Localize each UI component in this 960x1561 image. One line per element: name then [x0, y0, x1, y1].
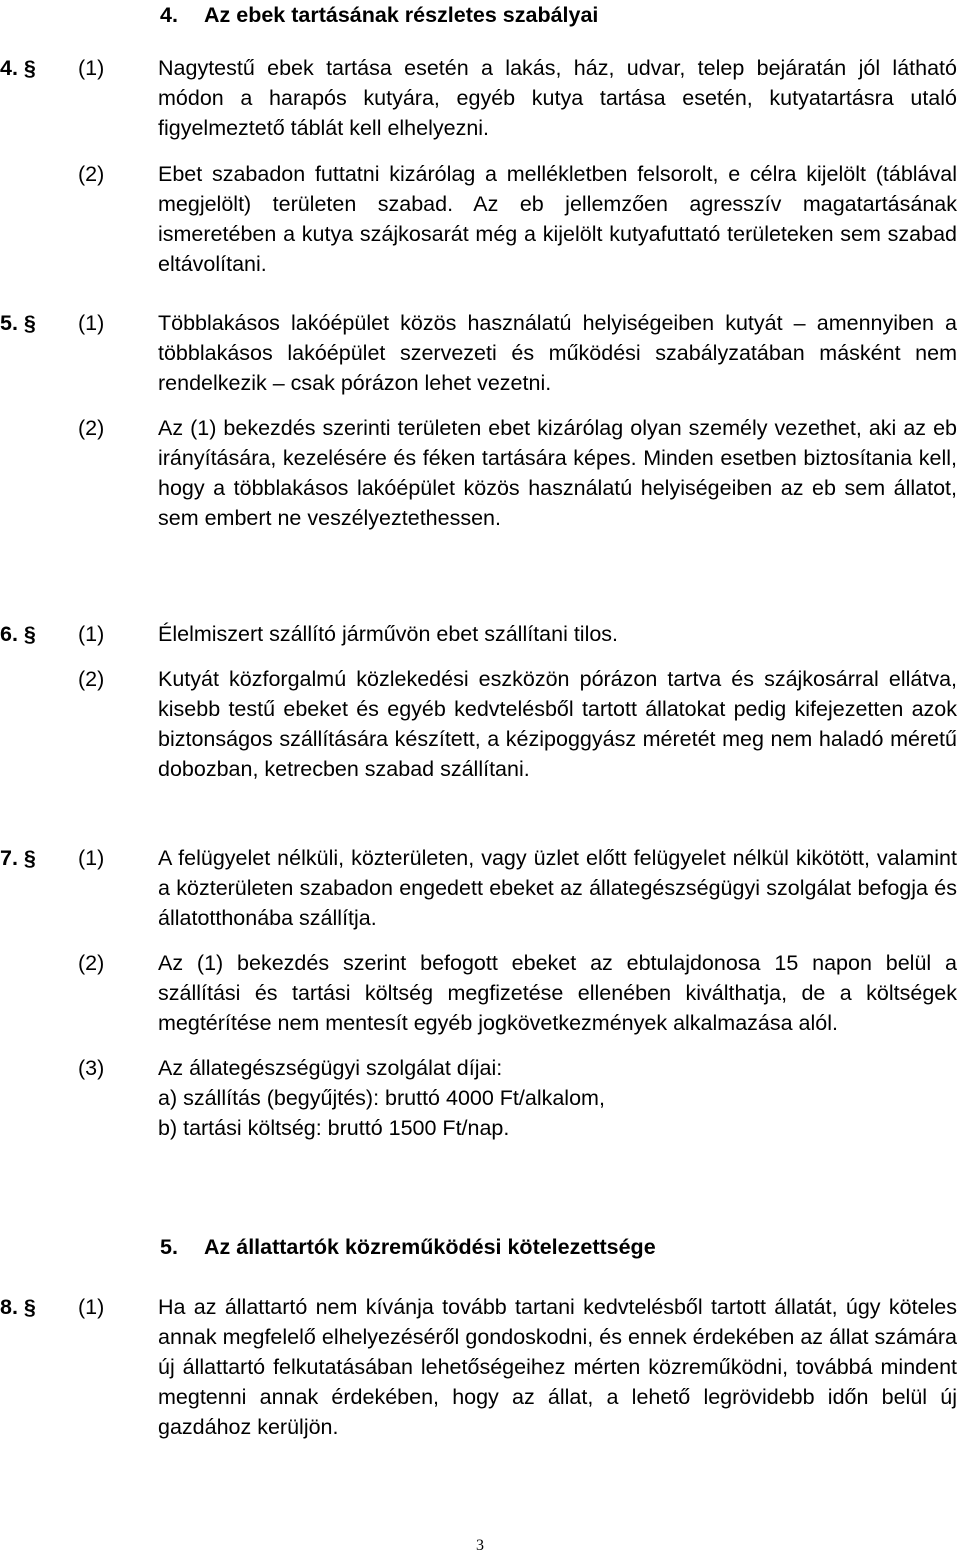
section-8: [0, 1292, 960, 1442]
paragraph-text: Kutyát közforgalmú közlekedési eszközön pórázon tartva és szájkosárral ellátva, kisebb testű ebeket és egyéb kedvtelésből tartott állatokat pedig kifejezetten azok biztonságos szállítására készített, a kézipoggyász méretét meg nem haladó méretű dobozban, ketrecben szabad szállítani.: [158, 667, 957, 781]
paragraph-number: (1): [78, 56, 105, 80]
chapter-heading-4: [160, 0, 598, 30]
paragraph-text: A felügyelet nélküli, közterületen, vagy üzlet előtt felügyelet nélkül kikötött, valamint a közterületen szabadon engedett ebeket az állategészségügyi szolgálat befogja és állatotthonába szállítja.: [158, 846, 957, 930]
paragraph-5-1: [0, 308, 960, 398]
paragraph-4-2: [0, 159, 960, 279]
section-number: 7. §: [0, 846, 36, 870]
section-5: [0, 308, 960, 533]
paragraph-7-3: [0, 1053, 960, 1143]
chapter-heading-5: [160, 1232, 656, 1262]
paragraph-number: (2): [78, 951, 105, 975]
paragraph-number: (2): [78, 416, 105, 440]
chapter-number: 5.: [160, 1235, 178, 1259]
fee-item-b: b) tartási költség: bruttó 1500 Ft/nap.: [158, 1116, 510, 1140]
chapter-title: Az állattartók közreműködési kötelezettsége: [204, 1235, 656, 1259]
paragraph-number: (2): [78, 667, 105, 691]
section-6: [0, 619, 960, 784]
paragraph-number: (1): [78, 1295, 105, 1319]
paragraph-text: Élelmiszert szállító járművön ebet szállítani tilos.: [158, 622, 619, 646]
paragraph-7-2: [0, 948, 960, 1038]
paragraph-text: Ebet szabadon futtatni kizárólag a mellékletben felsorolt, e célra kijelölt (táblával megjelölt) területen szabad. Az eb jellemzően agresszív magatartásának ismeretében a kutya szájkosarát még a kijelölt kutyafuttató területeken sem szabad eltávolítani.: [158, 162, 957, 276]
paragraph-6-1: [0, 619, 960, 649]
paragraph-number: (1): [78, 622, 105, 646]
paragraph-text: Ha az állattartó nem kívánja tovább tartani kedvtelésből tartott állatát, úgy köteles annak megfelelő elhelyezéséről gondoskodni, és ennek érdekében az állat számára új állattartó felkutatásában lehetőségeihez mérten közreműködni, továbbá mindent megtenni annak érdekében, hogy az állat, a lehető legrövidebb időn belül új gazdához kerüljön.: [158, 1295, 957, 1439]
page-number: 3: [476, 1537, 484, 1554]
section-number: 6. §: [0, 622, 36, 646]
fee-item-a: a) szállítás (begyűjtés): bruttó 4000 Ft/alkalom,: [158, 1086, 605, 1110]
paragraph-5-2: [0, 413, 960, 533]
section-7: [0, 843, 960, 1143]
paragraph-number: (1): [78, 846, 105, 870]
paragraph-4-1: [0, 53, 960, 143]
section-number: 5. §: [0, 311, 36, 335]
paragraph-number: (2): [78, 162, 105, 186]
paragraph-7-1: [0, 843, 960, 933]
chapter-number: 4.: [160, 3, 178, 27]
section-4: [0, 53, 960, 279]
paragraph-text: Nagytestű ebek tartása esetén a lakás, ház, udvar, telep bejáratán jól látható módon a harapós kutyára, egyéb kutya tartása esetén, kutyatartásra utaló figyelmeztető táblát kell elhelyezni.: [158, 56, 957, 140]
paragraph-number: (1): [78, 311, 105, 335]
paragraph-text: Az állategészségügyi szolgálat díjai:: [158, 1056, 503, 1080]
paragraph-text: Többlakásos lakóépület közös használatú helyiségeiben kutyát – amennyiben a többlakásos lakóépület szervezeti és működési szabályzatában másként nem rendelkezik – csak pórázon lehet vezetni.: [158, 311, 957, 395]
paragraph-text: Az (1) bekezdés szerinti területen ebet kizárólag olyan személy vezethet, aki az eb irányítására, kezelésére és féken tartására képes. Minden esetben biztosítania kell, hogy a többlakásos lakóépület közös használatú helyiségeiben az eb sem állatot, sem embert ne veszélyeztethessen.: [158, 416, 957, 530]
section-number: 8. §: [0, 1295, 36, 1319]
paragraph-text: Az (1) bekezdés szerint befogott ebeket az ebtulajdonosa 15 napon belül a szállítási és tartási költség megfizetése ellenében kiválthatja, de a költségek megtérítése nem mentesít egyéb jogkövetkezmények alkalmazása alól.: [158, 951, 957, 1035]
paragraph-8-1: [0, 1292, 960, 1442]
paragraph-number: (3): [78, 1056, 105, 1080]
section-number: 4. §: [0, 56, 36, 80]
chapter-title: Az ebek tartásának részletes szabályai: [204, 3, 599, 27]
paragraph-6-2: [0, 664, 960, 784]
